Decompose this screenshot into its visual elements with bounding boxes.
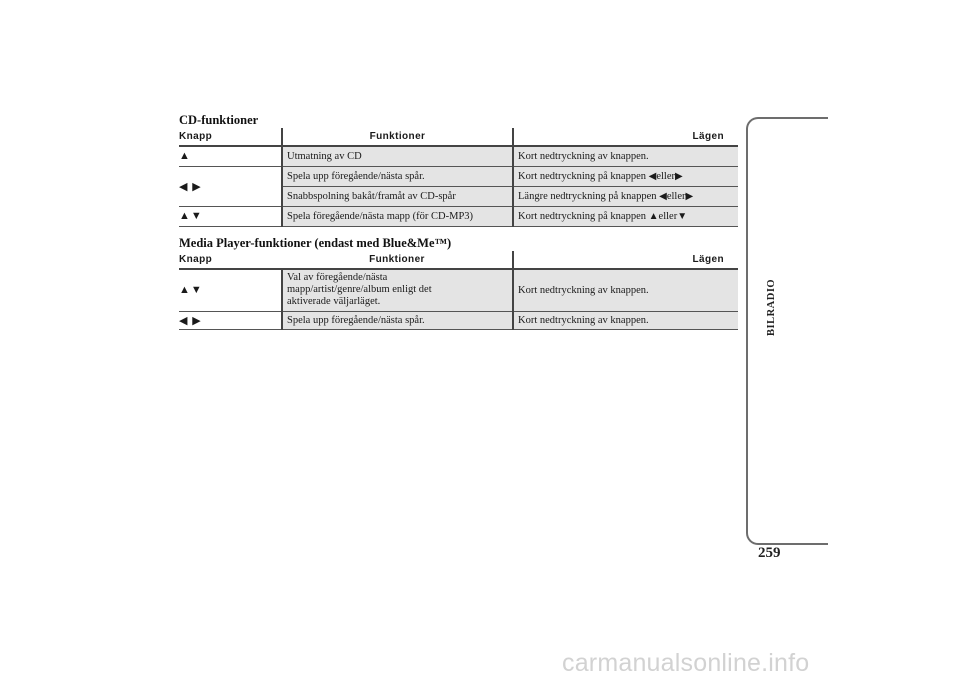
mode-cell: Kort nedtryckning av knappen. (513, 269, 738, 311)
function-cell: Utmatning av CD (282, 146, 513, 166)
function-line: Val av föregående/nästa (287, 272, 388, 284)
mode-text: Kort nedtryckning på knappen (518, 210, 649, 222)
left-arrow-icon: ◀ (659, 190, 667, 202)
column-header-knapp: Knapp (179, 128, 282, 146)
column-header-lagen: Lägen (513, 251, 738, 269)
table-row (179, 146, 738, 166)
watermark: carmanualsonline.info (562, 649, 810, 677)
mode-text: Längre nedtryckning på knappen (518, 190, 660, 202)
eject-key-icon: ▲ (179, 146, 282, 166)
right-arrow-icon: ▶ (685, 190, 694, 202)
column-header-knapp: Knapp (179, 251, 282, 269)
mode-cell: Kort nedtryckning av knappen. (513, 311, 738, 329)
or-text: eller (656, 170, 675, 182)
function-line: aktiverade väljarläget. (287, 296, 381, 308)
chapter-tab-label: BILRADIO (766, 278, 777, 336)
function-cell: Spela upp föregående/nästa spår. (282, 166, 513, 186)
or-text: eller (658, 210, 678, 222)
table-row (179, 206, 738, 226)
mode-cell (513, 186, 738, 206)
table-row (179, 311, 738, 329)
mode-cell: Kort nedtryckning av knappen. (513, 146, 738, 166)
function-cell: Spela upp föregående/nästa spår. (282, 311, 513, 329)
table-row (179, 269, 738, 311)
function-cell: Snabbspolning bakåt/framåt av CD-spår (282, 186, 513, 206)
column-header-funktioner: Funktioner (282, 128, 513, 146)
mode-text: Kort nedtryckning på knappen (518, 170, 649, 182)
left-arrow-icon: ◀ (648, 170, 657, 182)
left-right-key-icon: ◀ ▶ (179, 311, 282, 329)
table-header-row (179, 128, 738, 146)
media-section-title: Media Player-funktioner (endast med Blue&Me™) (179, 236, 452, 250)
up-down-key-icon: ▲▼ (179, 269, 282, 311)
up-arrow-icon: ▲ (648, 210, 659, 222)
mode-cell (513, 206, 738, 226)
function-cell (282, 269, 513, 311)
up-down-key-icon: ▲▼ (179, 206, 282, 226)
chapter-tab-frame (746, 117, 828, 545)
table-row (179, 166, 738, 186)
function-cell: Spela föregående/nästa mapp (för CD-MP3) (282, 206, 513, 226)
cd-section-title: CD-funktioner (179, 113, 259, 127)
left-right-key-icon: ◀ ▶ (179, 166, 282, 206)
or-text: eller (666, 190, 686, 202)
right-arrow-icon: ▶ (675, 170, 683, 182)
down-arrow-icon: ▼ (677, 210, 688, 222)
column-header-lagen: Lägen (513, 128, 738, 146)
page-number: 259 (758, 545, 781, 561)
table-header-row (179, 251, 738, 269)
column-header-funktioner: Funktioner (282, 251, 513, 269)
mode-cell (513, 166, 738, 186)
media-functions-table (179, 251, 738, 330)
cd-functions-table (179, 128, 738, 227)
function-line: mapp/artist/genre/album enligt det (287, 284, 432, 296)
